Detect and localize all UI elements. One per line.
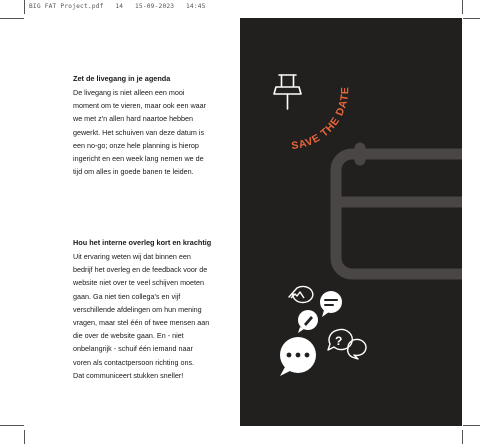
pushpin-icon — [274, 75, 301, 109]
question-bubble-icon — [328, 330, 366, 359]
ellipsis-bubble-icon — [280, 337, 316, 376]
paragraph-line: Uit ervaring weten wij dat binnen een — [73, 252, 191, 261]
crop-mark — [0, 425, 24, 426]
paragraph-line: moment om te vieren, maar ook een waar — [73, 101, 207, 111]
section-overleg — [73, 237, 243, 382]
section-paragraph — [73, 250, 243, 382]
crop-mark — [24, 0, 25, 14]
crop-mark — [463, 425, 480, 426]
section-heading: Hou het interne overleg kort en krachtig — [73, 238, 212, 247]
crop-mark — [24, 430, 25, 444]
paragraph-line: tijd om alles in goede banen te leiden. — [73, 167, 194, 177]
paragraph-line: verschillende afdelingen om hun mening — [73, 304, 202, 314]
paragraph-line: De livegang is niet alleen een mooi — [73, 88, 185, 97]
section-heading: Zet de livegang in je agenda — [73, 74, 171, 83]
crop-mark — [462, 430, 463, 444]
chat-bubble-icon — [320, 291, 342, 317]
paragraph-line: die over de website gaan. En - niet — [73, 331, 184, 341]
paragraph-line: een no-go; onze hele planning is hierop — [73, 140, 199, 150]
paragraph-line: voren als contactpersoon richting ons. — [73, 357, 195, 367]
paragraph-line: we met z'n allen hard naartoe hebben — [73, 114, 194, 124]
calendar-icon — [336, 148, 462, 274]
svg-text:?: ? — [335, 334, 343, 348]
paragraph-line: website niet over te veel schijven moeten — [73, 278, 205, 288]
paragraph-line: onbelangrijk - schuif één iemand naar — [73, 344, 193, 354]
speech-bubble-icon — [289, 287, 313, 303]
paragraph-line: gaan. Ga niet tien collega's en vijf — [73, 291, 181, 301]
paragraph-line: gewerkt. Het schuiven van deze datum is — [73, 127, 205, 137]
paragraph-line: ingericht en een week lang nemen we de — [73, 154, 204, 164]
paragraph-line: vragen, maar stel één of twee mensen aan — [73, 318, 210, 328]
section-livegang — [73, 73, 243, 178]
paragraph-line: bedrijf het overleg en de feedback voor de — [73, 265, 208, 275]
pencil-bubble-icon — [298, 310, 318, 333]
crop-mark — [0, 18, 24, 19]
section-paragraph — [73, 86, 243, 178]
print-slug: BIG FAT Project.pdf 14 15-09-2023 14:45 — [29, 3, 206, 10]
illustration-panel — [240, 18, 462, 426]
crop-mark — [462, 0, 463, 14]
crop-mark — [463, 18, 480, 19]
save-the-date-text: SAVE THE DATE — [290, 86, 352, 153]
paragraph-line: Dat communiceert stukken sneller! — [73, 370, 184, 380]
